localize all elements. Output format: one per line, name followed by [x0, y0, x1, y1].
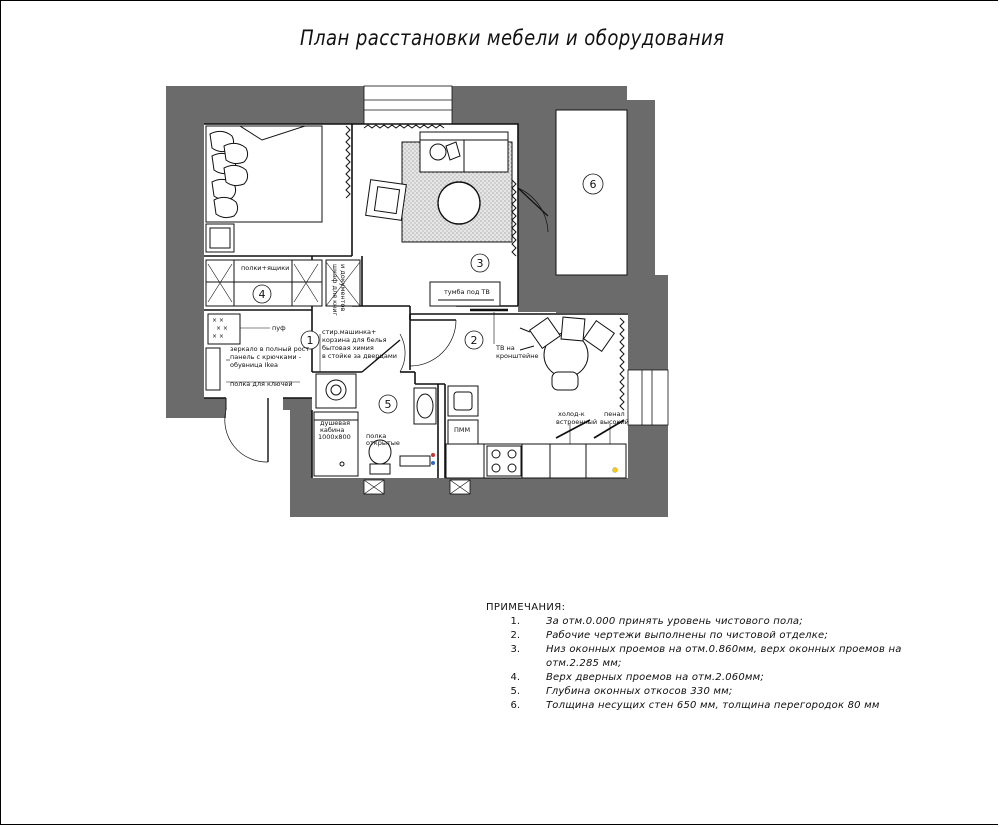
- label-shelves: полки+ящики: [241, 264, 290, 272]
- note-item: [486, 685, 941, 699]
- svg-text:× ×: × ×: [212, 333, 224, 340]
- label-washer-2: корзина для белья: [322, 336, 387, 344]
- notes-heading: ПРИМЕЧАНИЯ:: [486, 602, 566, 613]
- room-number-3: 3: [476, 257, 484, 270]
- note-item: [486, 615, 941, 629]
- label-washer-1: стир.машинка+: [322, 328, 377, 336]
- note-text: Глубина оконных откосов 330 мм;: [546, 686, 733, 697]
- note-text: За отм.0.000 принять уровень чистового пола;: [546, 616, 803, 627]
- room-number-6: 6: [589, 178, 597, 191]
- label-washer-4: в стойке за дверцами: [322, 352, 397, 360]
- drawing-title: План расстановки мебели и оборудования: [300, 26, 725, 50]
- label-toilet-shelf-1: полка: [366, 432, 387, 440]
- label-tv-bracket-2: кронштейне: [496, 352, 539, 360]
- note-item: [486, 671, 941, 685]
- label-bookcase-1: шкаф для книг: [331, 264, 339, 316]
- label-tv-bracket-1: ТВ на: [496, 344, 515, 352]
- label-key-shelf: полка для ключей: [230, 380, 293, 388]
- label-mirror-1: зеркало в полный рост: [230, 345, 310, 353]
- room-number-4: 4: [258, 288, 266, 301]
- note-number: 2.: [510, 630, 520, 641]
- label-bookcase-2: и документов: [339, 264, 347, 312]
- label-shower-1: душевая: [320, 419, 351, 427]
- note-number: 1.: [510, 616, 520, 627]
- label-washer-3: бытовая химия: [322, 344, 374, 352]
- note-number: 3.: [510, 644, 520, 655]
- note-item: [486, 629, 941, 643]
- room-number-1: 1: [306, 334, 314, 347]
- label-pen-2: высокий: [600, 418, 629, 426]
- label-tv-stand: тумба под ТВ: [444, 288, 490, 296]
- note-text: Толщина несущих стен 650 мм, толщина перегородок 80 мм: [546, 700, 880, 711]
- svg-text:× ×: × ×: [212, 317, 224, 324]
- label-pouf: пуф: [272, 324, 286, 332]
- label-toilet-shelf-2: открытые: [366, 439, 400, 447]
- label-pen-1: пенал: [604, 410, 625, 418]
- label-fridge-1: холод-к: [558, 410, 585, 418]
- note-text: Верх дверных проемов на отм.2.060мм;: [546, 672, 764, 683]
- notes-block: [486, 602, 941, 713]
- label-dishwasher: ПММ: [454, 426, 471, 434]
- note-number: 6.: [510, 700, 520, 711]
- label-shower-2: кабина: [320, 426, 345, 434]
- room-number-5: 5: [384, 398, 392, 411]
- room-number-2: 2: [470, 334, 478, 347]
- note-text: Низ оконных проемов на отм.0.860мм, верх оконных проемов на отм.2.285 мм;: [546, 644, 902, 669]
- note-text: Рабочие чертежи выполнены по чистовой отделке;: [546, 630, 828, 641]
- note-number: 5.: [510, 686, 520, 697]
- svg-text:× ×: × ×: [216, 325, 228, 332]
- label-fridge-2: встроенный: [556, 418, 598, 426]
- label-mirror-2: панель с крючками -: [230, 353, 301, 361]
- note-item: [486, 643, 941, 671]
- bed: [206, 126, 322, 252]
- label-shower-3: 1000х800: [318, 433, 351, 441]
- note-number: 4.: [510, 672, 520, 683]
- note-item: [486, 699, 941, 713]
- label-mirror-3: обувница Ikea: [230, 361, 279, 369]
